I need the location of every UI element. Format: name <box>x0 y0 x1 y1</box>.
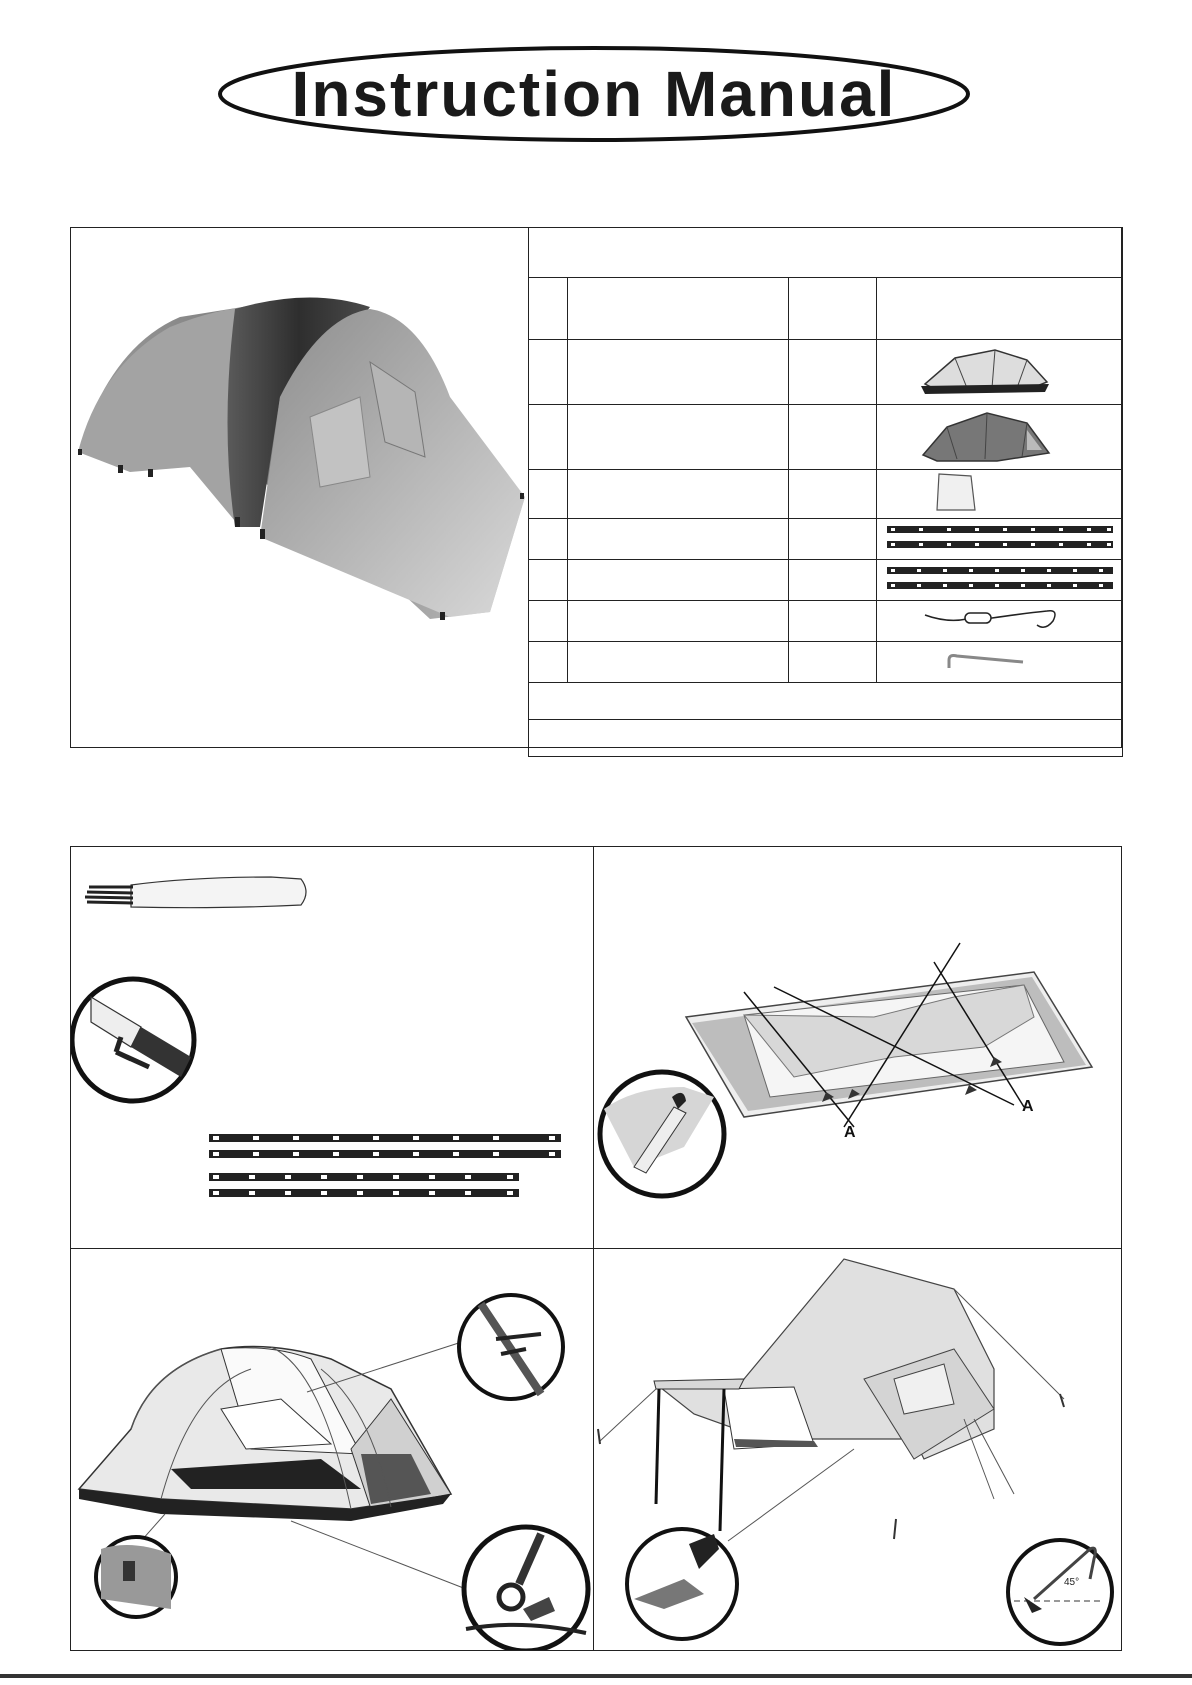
table-row <box>529 601 1123 642</box>
page-bottom-rule <box>0 1674 1192 1678</box>
pole-foot-detail-icon <box>627 1529 737 1639</box>
step-4-illustration <box>594 1249 1121 1650</box>
pole-bag-icon <box>85 877 306 908</box>
pole-joint-detail-icon <box>72 979 194 1101</box>
tent-photo-panel <box>70 227 529 748</box>
table-row <box>529 405 1123 470</box>
short-poles-icon <box>877 560 1121 596</box>
pole-label-a-1: A <box>844 1124 856 1141</box>
table-row <box>529 642 1123 683</box>
table-row <box>529 470 1123 519</box>
pole-sleeve-detail-icon <box>600 1072 724 1196</box>
inner-tent-icon <box>877 340 1121 400</box>
groundsheet-icon <box>877 470 1121 514</box>
parts-footer-row-1 <box>529 683 1123 720</box>
header-name <box>568 278 789 340</box>
step-2-illustration <box>594 847 1121 1247</box>
peg-angle-detail-icon <box>1008 1540 1112 1644</box>
header-image <box>877 278 1123 340</box>
tent-photo <box>70 227 529 748</box>
peg-icon <box>877 642 1121 678</box>
long-poles-icon <box>877 519 1121 555</box>
step-1-illustration <box>71 847 592 1247</box>
parts-list-table <box>528 227 1122 748</box>
pole-label-a-2: A <box>1022 1098 1034 1115</box>
page-title: Instruction Manual <box>291 58 897 130</box>
header-qty <box>789 278 877 340</box>
poles-assembled-icon <box>209 1134 561 1197</box>
table-row <box>529 340 1123 405</box>
step-3-illustration <box>71 1249 592 1650</box>
parts-table-title <box>529 228 1123 278</box>
header-num <box>529 278 568 340</box>
flysheet-icon <box>877 405 1121 465</box>
guy-rope-icon <box>877 601 1121 637</box>
parts-footer-row-2 <box>529 720 1123 757</box>
angle-label: 45° <box>1064 1577 1080 1588</box>
table-row <box>529 560 1123 601</box>
pole-clip-detail-icon <box>459 1295 563 1399</box>
table-row <box>529 519 1123 560</box>
pole-pin-detail-icon <box>464 1527 588 1650</box>
buckle-detail-icon <box>96 1537 176 1617</box>
